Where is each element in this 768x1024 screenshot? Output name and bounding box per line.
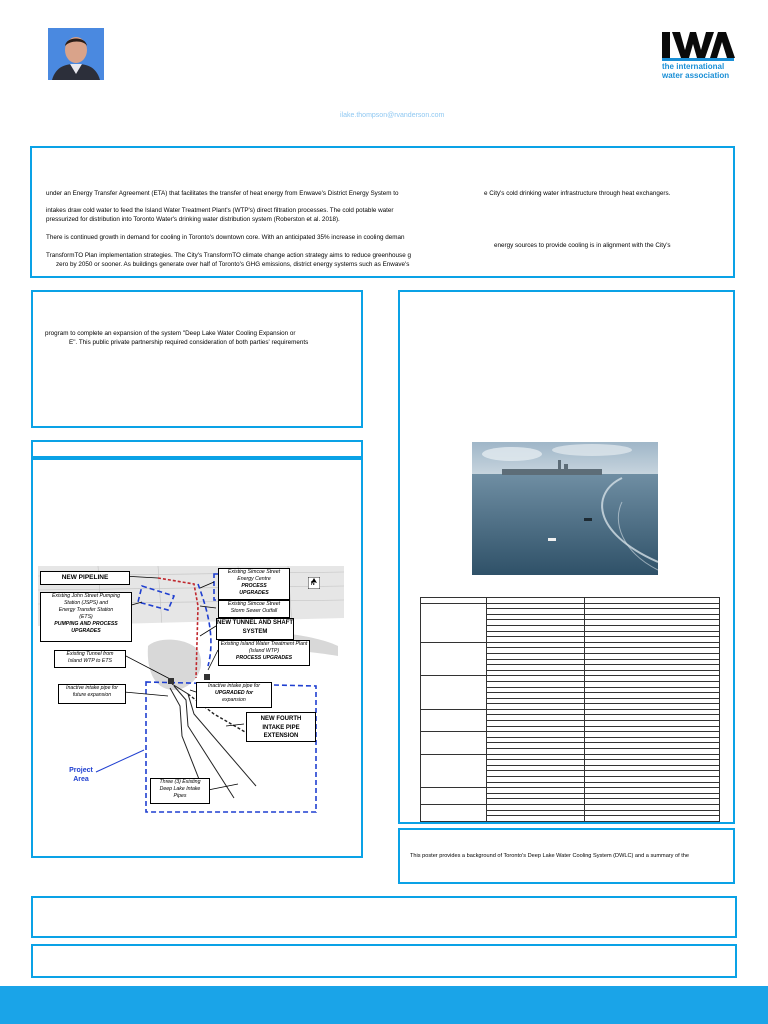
label-new-tunnel <box>216 618 294 640</box>
references-section <box>31 944 737 978</box>
background-line-8: zero by 2050 or sooner. As buildings generate over half of Toronto's GHG emissions, district energy systems such as Enwave's <box>56 261 410 268</box>
jsps-line-6: UPGRADES <box>71 628 101 634</box>
north-arrow <box>308 576 320 588</box>
north-label: N <box>311 581 315 587</box>
label-inactive-future <box>58 684 126 704</box>
inactive-up-line-3: expansion <box>222 697 246 703</box>
simcoe-line-3: PROCESS <box>241 583 267 589</box>
portrait-photo <box>48 28 104 80</box>
background-line-6: energy sources to provide cooling is in alignment with the City's <box>494 242 671 249</box>
label-jsps <box>40 592 132 642</box>
inactive-up-line-2: UPGRADED for <box>214 690 254 696</box>
label-three-existing <box>150 778 210 804</box>
simcoe-line-1: Existing Simcoe Street <box>227 569 281 575</box>
background-line-3: intakes draw cold water to feed the Island Water Treatment Plant's (WTP's) direct filtration processes. The cold potable water <box>46 207 394 214</box>
background-line-4: pressurized for distribution into Toronto Water's drinking water distribution system (Roberston et al. 2018). <box>46 216 340 223</box>
footer-band <box>0 986 768 1024</box>
existing-tunnel-line-1: Existing Tunnel from <box>66 651 114 657</box>
fourth-line-2: INTAKE PIPE <box>262 724 300 731</box>
author-email[interactable]: ilake.thompson@rvanderson.com <box>340 112 445 119</box>
background-line-2: e City's cold drinking water infrastructure through heat exchangers. <box>484 190 671 197</box>
logo-line-1: the international <box>662 62 725 71</box>
conclusion-title-bar <box>398 828 735 848</box>
lake-photo-frame <box>472 442 658 575</box>
label-fourth-intake <box>246 712 316 742</box>
map-subtitle-bar <box>31 458 363 482</box>
project-line-1: Project <box>69 767 93 774</box>
expansion-line-2: E". This public private partnership required consideration of both parties' requirements <box>69 339 309 346</box>
expansion-title-bar <box>31 290 363 314</box>
fourth-line-3: EXTENSION <box>263 733 299 739</box>
existing-tunnel-line-2: Island WTP to ETS <box>68 658 112 664</box>
iwa-logo-icon <box>660 28 736 62</box>
three-line-1: Three (3) Existing <box>159 779 201 785</box>
tunnel-line-2: SYSTEM <box>242 629 268 635</box>
label-existing-tunnel <box>54 650 126 668</box>
label-inactive-upgraded <box>196 682 272 708</box>
label-project-area <box>56 766 106 784</box>
expansion-line-1: program to complete an expansion of the system "Deep Lake Water Cooling Expansion or <box>45 330 296 337</box>
author-portrait <box>48 28 104 80</box>
map-title-bar <box>31 440 363 458</box>
fourth-line-1: NEW FOURTH <box>260 716 302 722</box>
lake-photo <box>472 442 658 575</box>
label-new-pipeline: NEW PIPELINE <box>40 571 130 585</box>
jsps-line-5: PUMPING AND PROCESS <box>54 621 118 627</box>
label-simcoe-energy-centre <box>218 568 290 600</box>
conclusion-text: This poster provides a background of Toronto's Deep Lake Water Cooling System (DWLC) and a summary of the <box>410 853 690 859</box>
simcoe-line-2: Energy Centre <box>237 576 271 582</box>
parameters-table <box>420 597 720 822</box>
label-island-wtp <box>218 640 310 666</box>
island-wtp-line-2: (Island WTP) <box>248 648 280 654</box>
project-map <box>38 566 344 816</box>
background-title-bar <box>30 146 735 176</box>
iwa-logo <box>660 28 736 80</box>
logo-line-2: water association <box>662 71 730 80</box>
inactive-future-line-1: Inactive intake pipe for <box>66 685 118 691</box>
background-section <box>30 174 735 278</box>
project-line-2: Area <box>73 776 89 783</box>
conclusion-section <box>398 846 735 884</box>
right-title-bar <box>398 290 735 318</box>
outfall-line-2: Storm Sewer Outfall <box>230 608 278 614</box>
simcoe-line-4: UPGRADES <box>239 590 269 596</box>
inactive-up-line-1: Inactive intake pipe for <box>208 683 260 689</box>
inactive-future-line-2: future expansion <box>72 692 112 698</box>
jsps-line-3: Energy Transfer Station <box>58 607 114 613</box>
island-wtp-line-3: PROCESS UPGRADES <box>235 655 293 661</box>
three-line-3: Pipes <box>173 793 187 799</box>
outfall-line-1: Existing Simcoe Street <box>227 601 281 607</box>
expansion-section <box>31 312 363 428</box>
island-wtp-line-1: Existing Island Water Treatment Plant <box>220 641 308 647</box>
background-line-5: There is continued growth in demand for cooling in Toronto's downtown core. With an anticipated 35% increase in cooling deman <box>46 234 405 241</box>
background-line-1: under an Energy Transfer Agreement (ETA) that facilitates the transfer of heat energy from Enwave's District Energy System to <box>46 190 399 197</box>
tunnel-line-1: NEW TUNNEL AND SHAFT <box>217 620 293 626</box>
jsps-line-4: (ETS) <box>79 614 93 620</box>
jsps-line-1: Existing John Street Pumping <box>51 593 121 599</box>
three-line-2: Deep Lake Intake <box>159 786 201 792</box>
jsps-line-2: Station (JSPS) and <box>63 600 109 606</box>
acknowledgements-section <box>31 896 737 938</box>
background-line-7: TransformTO Plan implementation strategies. The City's TransformTO climate change action strategy aims to reduce greenhouse g <box>46 252 411 259</box>
label-storm-outfall <box>218 600 290 618</box>
